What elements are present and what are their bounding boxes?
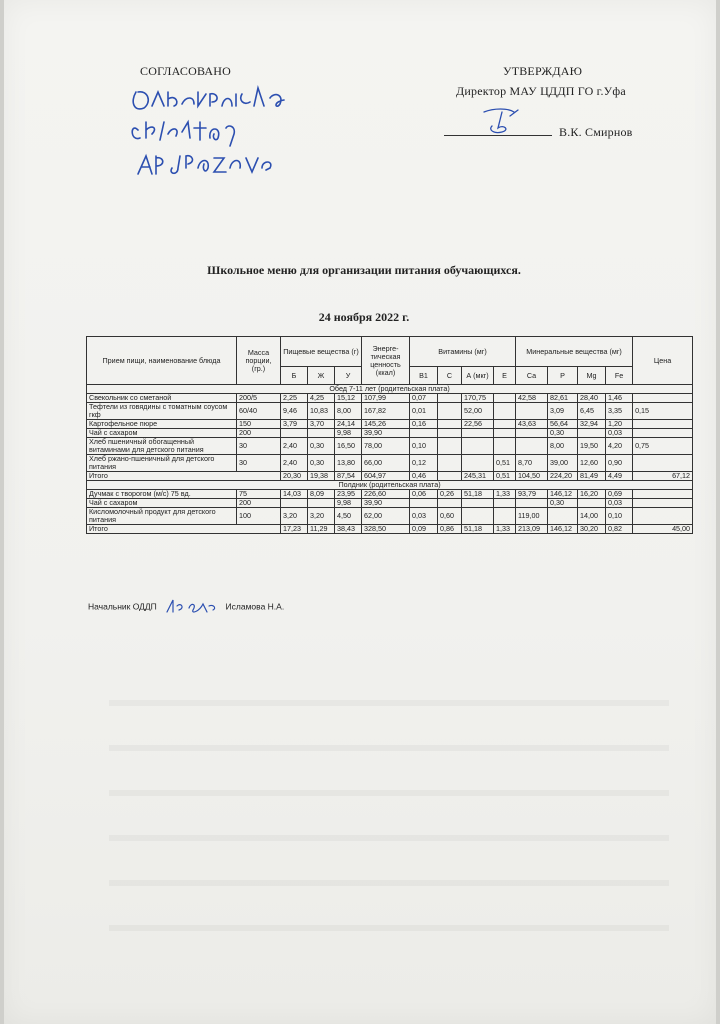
table-cell: 8,09 [308, 490, 335, 499]
total-cell: 245,31 [462, 472, 494, 481]
col-a: А (мкг) [462, 367, 494, 385]
dish-name: Тефтели из говядины с томатным соусом гкф [87, 403, 237, 420]
table-cell: 66,00 [362, 455, 410, 472]
menu-table [86, 336, 693, 534]
table-cell: 78,00 [362, 438, 410, 455]
total-cell: 11,29 [308, 525, 335, 534]
dish-name: Кисломолочный продукт для детского питания [87, 508, 237, 525]
table-cell [548, 508, 578, 525]
table-cell [578, 429, 606, 438]
table-cell: 0,01 [410, 403, 438, 420]
table-cell [494, 394, 516, 403]
handwritten-signature-left [124, 72, 299, 182]
footer-signature [88, 598, 284, 616]
total-cell: 38,43 [335, 525, 362, 534]
backside-bleed-line [109, 925, 669, 931]
table-cell [633, 420, 693, 429]
menu-body [87, 385, 693, 534]
total-cell: 51,18 [462, 525, 494, 534]
total-cell: 1,33 [494, 525, 516, 534]
table-cell: 9,98 [335, 499, 362, 508]
section-title: Полдник (родительская плата) [87, 481, 693, 490]
table-cell: 4,20 [606, 438, 633, 455]
total-row [87, 525, 693, 534]
col-energy: Энерге-тическая ценность (ккал) [362, 337, 410, 385]
table-cell [410, 499, 438, 508]
table-cell [633, 394, 693, 403]
table-cell [281, 499, 308, 508]
table-cell [308, 429, 335, 438]
table-cell [494, 438, 516, 455]
table-cell: 200/5 [237, 394, 281, 403]
table-cell [494, 499, 516, 508]
table-cell: 23,95 [335, 490, 362, 499]
table-cell: 12,60 [578, 455, 606, 472]
table-cell [438, 429, 462, 438]
total-cell: 604,97 [362, 472, 410, 481]
total-row [87, 472, 693, 481]
table-cell: 200 [237, 499, 281, 508]
col-c: С [438, 367, 462, 385]
table-cell [578, 499, 606, 508]
table-cell: 0,03 [606, 429, 633, 438]
table-cell: 0,30 [548, 429, 578, 438]
total-cell: 19,38 [308, 472, 335, 481]
table-cell: 42,58 [516, 394, 548, 403]
table-cell: 3,79 [281, 420, 308, 429]
table-cell: 0,69 [606, 490, 633, 499]
dish-name: Чай с сахаром [87, 429, 237, 438]
backside-bleed-line [109, 700, 669, 706]
total-cell: 81,49 [578, 472, 606, 481]
section-title: Обед 7-11 лет (родительская плата) [87, 385, 693, 394]
table-cell: 0,30 [308, 455, 335, 472]
col-price: Цена [633, 337, 693, 385]
total-cell: 0,46 [410, 472, 438, 481]
table-cell: 9,98 [335, 429, 362, 438]
table-cell [462, 499, 494, 508]
table-cell: 16,20 [578, 490, 606, 499]
table-cell [462, 455, 494, 472]
table-row [87, 438, 693, 455]
total-cell: 30,20 [578, 525, 606, 534]
table-cell [633, 429, 693, 438]
table-cell: 167,82 [362, 403, 410, 420]
table-cell: 150 [237, 420, 281, 429]
table-cell: 0,03 [606, 499, 633, 508]
total-label: Итого [87, 525, 281, 534]
section-row [87, 481, 693, 490]
col-zh: Ж [308, 367, 335, 385]
table-cell: 3,09 [548, 403, 578, 420]
table-cell: 30 [237, 455, 281, 472]
total-cell: 0,51 [494, 472, 516, 481]
table-cell: 0,51 [494, 455, 516, 472]
dish-name: Хлеб ржано-пшеничный для детского питания [87, 455, 237, 472]
table-cell: 75 [237, 490, 281, 499]
director-name: В.К. Смирнов [559, 125, 633, 139]
table-cell [516, 499, 548, 508]
total-label: Итого [87, 472, 281, 481]
table-cell: 2,40 [281, 438, 308, 455]
table-row [87, 429, 693, 438]
dish-name: Свекольник со сметаной [87, 394, 237, 403]
col-ca: Са [516, 367, 548, 385]
table-cell: 43,63 [516, 420, 548, 429]
table-cell [308, 499, 335, 508]
table-cell: 146,12 [548, 490, 578, 499]
table-row [87, 420, 693, 429]
table-cell: 0,75 [633, 438, 693, 455]
table-cell: 9,46 [281, 403, 308, 420]
table-cell: 0,12 [410, 455, 438, 472]
backside-bleed-line [109, 835, 669, 841]
table-cell [516, 438, 548, 455]
table-cell: 6,45 [578, 403, 606, 420]
table-cell: 24,14 [335, 420, 362, 429]
table-cell [438, 438, 462, 455]
table-cell: 3,20 [281, 508, 308, 525]
table-cell: 13,80 [335, 455, 362, 472]
col-meal: Прием пищи, наименование блюда [87, 337, 237, 385]
table-cell: 2,40 [281, 455, 308, 472]
table-cell: 170,75 [462, 394, 494, 403]
table-cell [410, 429, 438, 438]
table-cell: 10,83 [308, 403, 335, 420]
dish-name: Чай с сахаром [87, 499, 237, 508]
table-cell [633, 490, 693, 499]
table-cell: 30 [237, 438, 281, 455]
table-cell: 28,40 [578, 394, 606, 403]
table-cell [494, 403, 516, 420]
col-mg: Mg [578, 367, 606, 385]
total-cell: 67,12 [633, 472, 693, 481]
col-fe: Fe [606, 367, 633, 385]
total-cell: 45,00 [633, 525, 693, 534]
table-cell: 200 [237, 429, 281, 438]
table-cell: 119,00 [516, 508, 548, 525]
table-cell: 82,61 [548, 394, 578, 403]
table-cell: 39,90 [362, 499, 410, 508]
table-cell: 100 [237, 508, 281, 525]
table-cell: 1,46 [606, 394, 633, 403]
table-cell: 51,18 [462, 490, 494, 499]
total-cell: 224,20 [548, 472, 578, 481]
table-cell: 3,20 [308, 508, 335, 525]
table-cell [462, 508, 494, 525]
section-row [87, 385, 693, 394]
backside-bleed-line [109, 745, 669, 751]
table-cell: 0,15 [633, 403, 693, 420]
table-cell [462, 429, 494, 438]
col-p: Р [548, 367, 578, 385]
dish-name: Хлеб пшеничный обогащенный витаминами для детского питания [87, 438, 237, 455]
table-cell: 0,60 [438, 508, 462, 525]
table-cell [462, 438, 494, 455]
table-cell: 0,10 [410, 438, 438, 455]
table-cell: 22,56 [462, 420, 494, 429]
table-cell: 16,50 [335, 438, 362, 455]
total-cell: 0,86 [438, 525, 462, 534]
footer-name: Исламова Н.А. [225, 601, 285, 612]
table-cell: 14,03 [281, 490, 308, 499]
table-cell: 0,30 [308, 438, 335, 455]
table-cell: 8,70 [516, 455, 548, 472]
approval-right-line: Директор МАУ ЦДДП ГО г.Уфа [456, 84, 626, 98]
table-cell: 14,00 [578, 508, 606, 525]
table-cell: 4,50 [335, 508, 362, 525]
table-cell: 52,00 [462, 403, 494, 420]
table-cell: 1,33 [494, 490, 516, 499]
total-cell: 87,54 [335, 472, 362, 481]
table-cell: 4,25 [308, 394, 335, 403]
total-cell: 328,50 [362, 525, 410, 534]
table-cell: 0,03 [410, 508, 438, 525]
dish-name: Картофельное пюре [87, 420, 237, 429]
menu-date: 24 ноября 2022 г. [318, 310, 410, 324]
table-cell [633, 499, 693, 508]
table-cell: 0,16 [410, 420, 438, 429]
table-cell: 3,35 [606, 403, 633, 420]
table-cell: 60/40 [237, 403, 281, 420]
total-cell: 213,09 [516, 525, 548, 534]
dish-name: Дучмак с творогом (м/с) 75 вд. [87, 490, 237, 499]
table-cell [633, 508, 693, 525]
table-row [87, 499, 693, 508]
table-cell [516, 429, 548, 438]
table-cell: 8,00 [335, 403, 362, 420]
table-cell [281, 429, 308, 438]
total-cell [438, 472, 462, 481]
col-b: Б [281, 367, 308, 385]
col-u: У [335, 367, 362, 385]
table-cell: 15,12 [335, 394, 362, 403]
table-cell: 0,26 [438, 490, 462, 499]
col-nutrients: Пищевые вещества (г) [281, 337, 362, 367]
table-cell [516, 403, 548, 420]
table-cell: 3,70 [308, 420, 335, 429]
footer-handwritten-signature [163, 598, 219, 616]
table-cell [438, 394, 462, 403]
table-cell [494, 420, 516, 429]
col-minerals: Минеральные вещества (мг) [516, 337, 633, 367]
table-cell [633, 455, 693, 472]
table-cell: 1,20 [606, 420, 633, 429]
col-e: Е [494, 367, 516, 385]
table-cell: 93,79 [516, 490, 548, 499]
page-title: Школьное меню для организации питания обучающихся. [207, 263, 521, 277]
backside-bleed-line [109, 790, 669, 796]
col-b1: В1 [410, 367, 438, 385]
table-cell: 2,25 [281, 394, 308, 403]
table-cell: 107,99 [362, 394, 410, 403]
total-cell: 0,82 [606, 525, 633, 534]
table-row [87, 403, 693, 420]
table-cell: 8,00 [548, 438, 578, 455]
total-cell: 4,49 [606, 472, 633, 481]
table-cell [494, 429, 516, 438]
table-cell [438, 420, 462, 429]
total-cell: 0,09 [410, 525, 438, 534]
table-cell: 39,00 [548, 455, 578, 472]
table-row [87, 394, 693, 403]
document-page [4, 0, 716, 1024]
director-signature [474, 104, 534, 138]
table-cell: 0,07 [410, 394, 438, 403]
col-mass: Масса порции, (гр.) [237, 337, 281, 385]
total-cell: 20,30 [281, 472, 308, 481]
table-cell: 226,60 [362, 490, 410, 499]
table-cell: 19,50 [578, 438, 606, 455]
footer-position: Начальник ОДДП [88, 601, 157, 612]
table-cell [438, 403, 462, 420]
table-cell [494, 508, 516, 525]
table-cell [438, 499, 462, 508]
table-row [87, 455, 693, 472]
table-cell: 62,00 [362, 508, 410, 525]
total-cell: 17,23 [281, 525, 308, 534]
table-cell: 0,30 [548, 499, 578, 508]
col-vitamins: Витамины (мг) [410, 337, 516, 367]
table-row [87, 508, 693, 525]
table-cell: 39,90 [362, 429, 410, 438]
table-cell: 56,64 [548, 420, 578, 429]
table-row [87, 490, 693, 499]
backside-bleed-line [109, 880, 669, 886]
approval-left-title: СОГЛАСОВАНО [140, 64, 232, 78]
approval-right-title: УТВЕРЖДАЮ [503, 64, 583, 78]
total-cell: 146,12 [548, 525, 578, 534]
total-cell: 104,50 [516, 472, 548, 481]
table-cell: 0,06 [410, 490, 438, 499]
table-cell: 0,90 [606, 455, 633, 472]
table-cell [438, 455, 462, 472]
table-cell: 145,26 [362, 420, 410, 429]
table-cell: 32,94 [578, 420, 606, 429]
table-cell: 0,10 [606, 508, 633, 525]
